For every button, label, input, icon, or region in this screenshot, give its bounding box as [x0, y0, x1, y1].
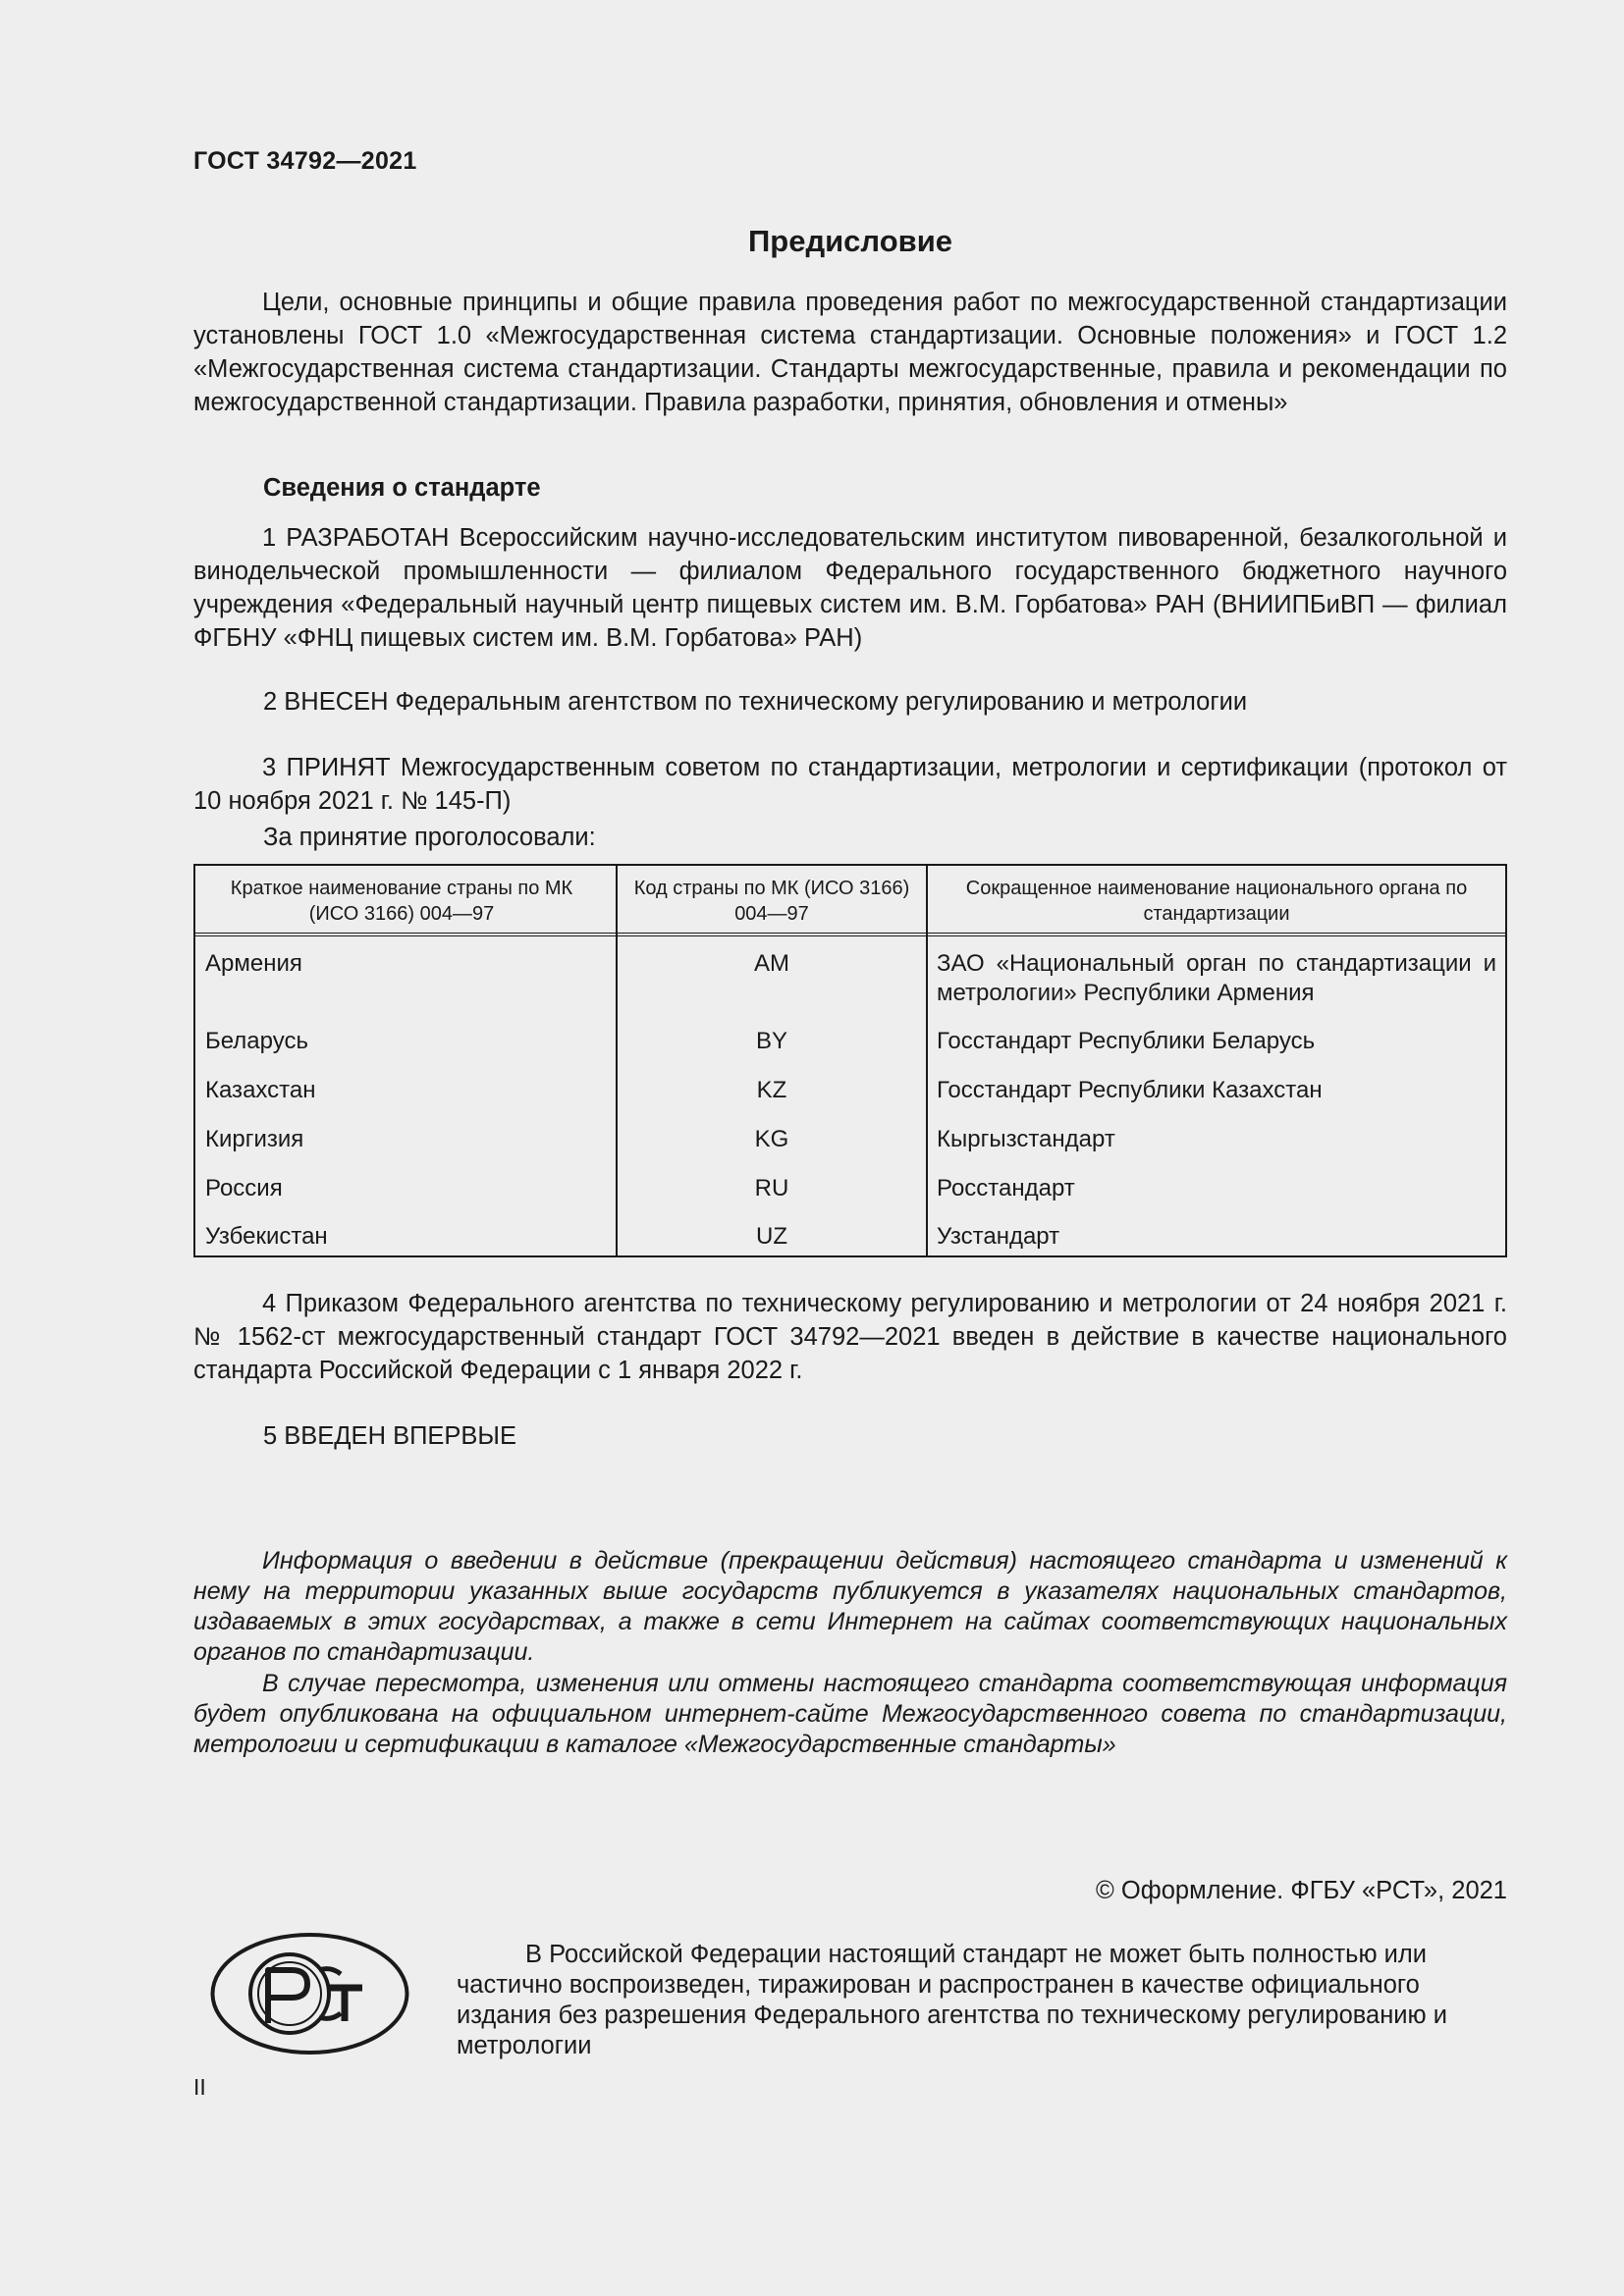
note-paragraph-1 [193, 1546, 1507, 1668]
table-cell-country: Киргизия [205, 1126, 304, 1152]
item-1-paragraph [193, 521, 1507, 655]
table-cell-body: Кыргызстандарт [937, 1126, 1115, 1152]
item-3-paragraph [193, 751, 1507, 818]
table-cell-country: Россия [205, 1175, 283, 1201]
document-code: ГОСТ 34792—2021 [193, 147, 417, 175]
table-cell-body: ЗАО «Национальный орган по стандартизации и метрологии» Республики Армения [937, 950, 1496, 1006]
rst-logo-icon [209, 1931, 410, 2056]
item-1-text: 1 РАЗРАБОТАН Всероссийским научно-исследовательским институтом пивоваренной, безалкогольной и винодельческой промышленности — филиалом Федерального государственного бюджетного научного учреждения «Федеральный научный центр пищевых систем им. В.М. Горбатова» РАН (ВНИИПБиВП — филиал ФГБНУ «ФНЦ пищевых систем им. В.М. Горбатова» РАН) [193, 524, 1507, 652]
table-cell-country: Армения [205, 950, 302, 977]
item-3-text: 3 ПРИНЯТ Межгосударственным советом по стандартизации, метрологии и сертификации (протокол от 10 ноября 2021 г. № 145-П) [193, 754, 1507, 815]
rights-paragraph [457, 1940, 1507, 2061]
table-cell-code: KZ [756, 1077, 787, 1103]
table-cell-code: BY [755, 1028, 787, 1054]
table-cell-code: KG [754, 1126, 789, 1152]
table-header-country: Краткое наименование страны по МК (ИСО 3166) 004—97 [230, 878, 573, 925]
voted-label: За принятие проголосовали: [263, 824, 596, 851]
rights-text: В Российской Федерации настоящий стандарт не может быть полностью или частично воспроизведен, тиражирован и распространен в качестве официального издания без разрешения Федерального агентства по техническому регулированию и метрологии [457, 1941, 1447, 2059]
item-4-paragraph [193, 1287, 1507, 1387]
table-header-body: Сокращенное наименование национального органа по стандартизации [965, 878, 1468, 925]
item-4-text: 4 Приказом Федерального агентства по техническому регулированию и метрологии от 24 ноября 2021 г. № 1562-ст межгосударственный стандарт ГОСТ 34792—2021 введен в действие в качестве национального стандарта Российской Федерации с 1 января 2022 г. [193, 1290, 1507, 1384]
table-cell-body: Госстандарт Республики Казахстан [937, 1077, 1323, 1103]
table-cell-country: Узбекистан [205, 1223, 328, 1250]
table-cell-country: Казахстан [205, 1077, 316, 1103]
item-2-paragraph: 2 ВНЕСЕН Федеральным агентством по техническому регулированию и метрологии [263, 688, 1248, 716]
note-1-text: Информация о введении в действие (прекращении действия) настоящего стандарта и изменений к нему на территории указанных выше государств публикуется в указателях национальных стандартов, издаваемых в этих государствах, а также в сети Интернет на сайтах соответствующих национальных органов по стандартизации. [193, 1547, 1507, 1666]
table-column-divider [926, 866, 928, 1255]
note-paragraph-2 [193, 1669, 1507, 1760]
table-cell-body: Госстандарт Республики Беларусь [937, 1028, 1316, 1054]
table-header [195, 866, 1505, 936]
page-number: II [193, 2074, 206, 2100]
table-cell-body: Узстандарт [937, 1223, 1060, 1250]
copyright-notice: © Оформление. ФГБУ «РСТ», 2021 [1096, 1877, 1507, 1904]
table-header-code: Код страны по МК (ИСО 3166) 004—97 [633, 878, 910, 925]
table-cell-code: RU [754, 1175, 789, 1201]
table-cell-country: Беларусь [205, 1028, 308, 1054]
note-2-text: В случае пересмотра, изменения или отмены настоящего стандарта соответствующая информация будет опубликована на официальном интернет-сайте Межгосударственного совета по стандартизации, метрологии и сертификации в каталоге «Межгосударственные стандарты» [193, 1670, 1507, 1758]
table-cell-code: UZ [756, 1223, 787, 1250]
intro-text: Цели, основные принципы и общие правила проведения работ по межгосударственной стандартизации установлены ГОСТ 1.0 «Межгосударственная система стандартизации. Основные положения» и ГОСТ 1.2 «Межгосударственная система стандартизации. Стандарты межгосударственные, правила и рекомендации по межгосударственной стандартизации. Правила разработки, принятия, обновления и отмены» [193, 289, 1507, 416]
page-title: Предисловие [747, 224, 952, 258]
voting-table [193, 864, 1507, 1257]
item-5-paragraph: 5 ВВЕДЕН ВПЕРВЫЕ [263, 1422, 517, 1450]
table-cell-code: AM [754, 950, 789, 977]
intro-paragraph [193, 286, 1507, 419]
table-cell-body: Росстандарт [937, 1175, 1075, 1201]
info-heading: Сведения о стандарте [263, 474, 541, 502]
